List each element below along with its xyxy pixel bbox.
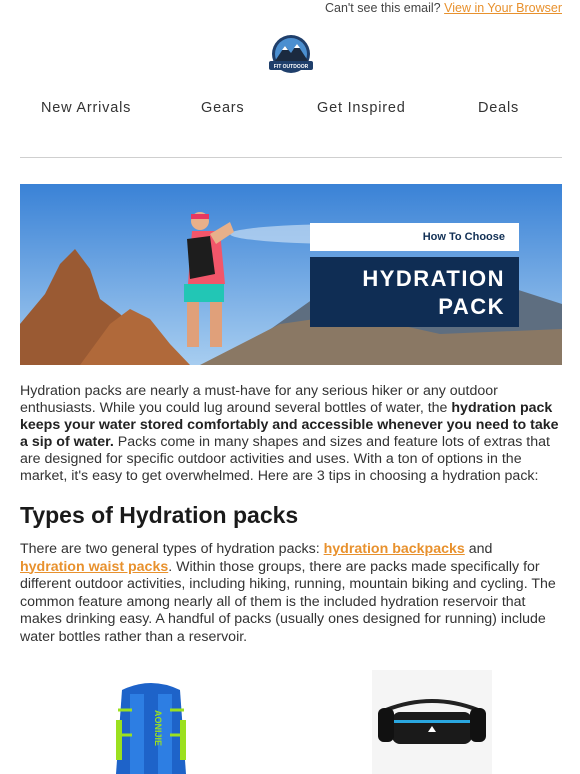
preheader-text: Can't see this email? <box>324 1 441 15</box>
section-heading: Types of Hydration packs <box>20 502 299 528</box>
nav-divider <box>20 157 562 158</box>
nav-gears[interactable]: Gears <box>201 100 245 116</box>
hydration-backpack-image[interactable] <box>108 680 194 774</box>
view-in-browser-link[interactable]: View in Your Browser <box>444 1 562 15</box>
hero-title-line1: HYDRATION <box>362 266 505 291</box>
hero-banner[interactable] <box>20 184 562 365</box>
intro-text-2: Packs come in many shapes and sizes and feature lots of extras that are designed for specific outdoor activities and uses. With a ton of options in the market, it's easy to get overwhelmed. Here are 3 tips in choosing a hydration pack: <box>20 434 550 484</box>
hydration-waist-pack-image[interactable] <box>372 670 492 774</box>
nav-deals[interactable]: Deals <box>478 100 520 116</box>
logo-text: FIT OUTDOOR <box>273 64 309 70</box>
types-text-end: . Within those groups, there are packs made specifically for different outdoor activities, including hiking, running, mountain biking and cycling. The common feature among nearly all of them is the included hydration reservoir that makes drinking easy. A handful of packs (usually ones designed for running) include water bottles rather than a reservoir. <box>20 558 556 645</box>
nav-new-arrivals[interactable]: New Arrivals <box>41 100 132 116</box>
intro-text-1: Hydration packs are nearly a must-have for any serious hiker or any outdoor enthusiasts. While you could lug around several bottles of water, the <box>20 383 498 416</box>
types-text-start: There are two general types of hydration packs: <box>20 541 324 557</box>
main-nav <box>20 100 562 122</box>
hydration-backpacks-link[interactable]: hydration backpacks <box>323 541 465 557</box>
intro-paragraph <box>20 383 560 485</box>
nav-get-inspired[interactable]: Get Inspired <box>317 100 406 116</box>
hero-kicker: How To Choose <box>310 223 519 251</box>
mountain-logo-icon[interactable] <box>266 34 316 76</box>
preheader <box>325 0 562 16</box>
hero-title-line2: PACK <box>438 294 505 319</box>
backpack-brand-text: AONIJIE <box>153 710 163 747</box>
types-and: and <box>464 541 493 557</box>
types-paragraph <box>20 541 560 646</box>
intro-bold: hydration pack keeps your water stored comfortably and accessible whenever you need to take a sip of water. <box>20 400 559 450</box>
hero-title <box>310 257 519 327</box>
hydration-waist-packs-link[interactable]: hydration waist packs <box>20 558 169 575</box>
